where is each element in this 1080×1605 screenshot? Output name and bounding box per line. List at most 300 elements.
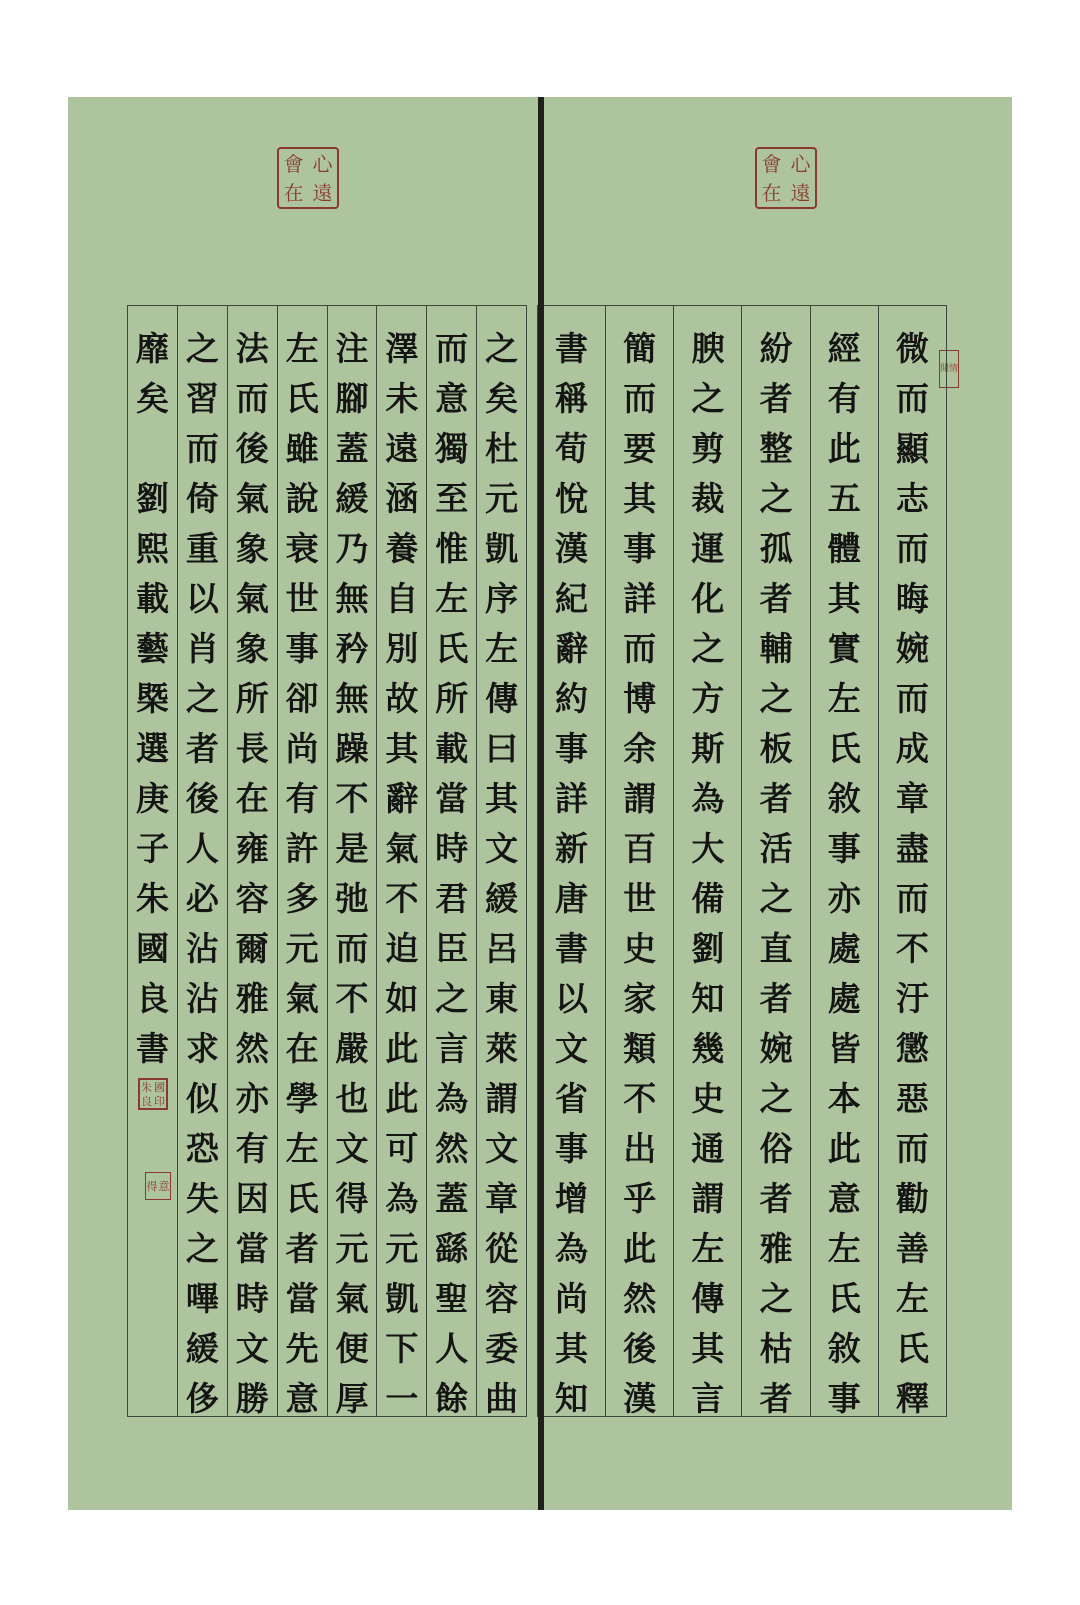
calligraphy-char: 辭 [385, 779, 419, 818]
calligraphy-char: 晦 [895, 579, 929, 618]
calligraphy-char: 言 [435, 1029, 469, 1068]
calligraphy-char: 意 [435, 379, 469, 418]
calligraphy-char: 之 [185, 679, 219, 718]
calligraphy-char: 元 [485, 479, 519, 518]
calligraphy-char: 侈 [185, 1379, 219, 1418]
calligraphy-char: 謂 [691, 1179, 725, 1218]
calligraphy-char: 後 [185, 779, 219, 818]
calligraphy-char: 左 [285, 329, 319, 368]
calligraphy-char: 之 [759, 1079, 793, 1118]
calligraphy-char: 至 [435, 479, 469, 518]
calligraphy-char: 然 [235, 1029, 269, 1068]
calligraphy-char: 釋 [895, 1379, 929, 1418]
artist-name-seal [138, 1078, 168, 1110]
calligraphy-char: 氏 [895, 1329, 929, 1368]
calligraphy-char: 元 [335, 1229, 369, 1268]
calligraphy-char: 此 [827, 1129, 861, 1168]
calligraphy-char: 為 [691, 779, 725, 818]
seal-top-right [755, 147, 817, 209]
calligraphy-char: 嚴 [335, 1029, 369, 1068]
calligraphy-char: 增 [555, 1179, 589, 1218]
calligraphy-char: 亦 [827, 879, 861, 918]
calligraphy-char: 紀 [555, 579, 589, 618]
text-column [327, 306, 377, 1416]
calligraphy-char: 元 [285, 929, 319, 968]
calligraphy-char: 婉 [759, 1029, 793, 1068]
text-column [376, 306, 426, 1416]
calligraphy-char: 後 [623, 1329, 657, 1368]
calligraphy-char: 勸 [895, 1179, 929, 1218]
text-column [537, 306, 605, 1416]
calligraphy-char: 書 [135, 1029, 169, 1068]
calligraphy-char: 弛 [335, 879, 369, 918]
calligraphy-char: 爾 [235, 929, 269, 968]
calligraphy-char: 尚 [555, 1279, 589, 1318]
calligraphy-char: 之 [759, 479, 793, 518]
calligraphy-char: 以 [185, 579, 219, 618]
calligraphy-char: 史 [623, 929, 657, 968]
calligraphy-char: 必 [185, 879, 219, 918]
calligraphy-char: 矣 [135, 379, 169, 418]
calligraphy-char: 知 [691, 979, 725, 1018]
calligraphy-char: 當 [285, 1279, 319, 1318]
calligraphy-char: 選 [135, 729, 169, 768]
seal-char: 閒 [940, 363, 950, 374]
calligraphy-char: 章 [895, 779, 929, 818]
calligraphy-char: 得 [335, 1179, 369, 1218]
calligraphy-char: 容 [235, 879, 269, 918]
calligraphy-char: 劉 [691, 929, 725, 968]
calligraphy-char: 而 [623, 379, 657, 418]
calligraphy-char: 不 [623, 1079, 657, 1118]
calligraphy-char: 剪 [691, 429, 725, 468]
calligraphy-char: 也 [335, 1079, 369, 1118]
calligraphy-char: 先 [285, 1329, 319, 1368]
calligraphy-char: 百 [623, 829, 657, 868]
calligraphy-char: 者 [759, 979, 793, 1018]
calligraphy-char: 雍 [235, 829, 269, 868]
calligraphy-char: 氣 [235, 579, 269, 618]
calligraphy-char: 所 [235, 679, 269, 718]
calligraphy-char: 書 [555, 929, 589, 968]
calligraphy-char: 當 [435, 779, 469, 818]
calligraphy-char: 朱 [135, 879, 169, 918]
calligraphy-char: 而 [435, 329, 469, 368]
calligraphy-char: 者 [185, 729, 219, 768]
calligraphy-char: 緩 [335, 479, 369, 518]
calligraphy-char: 直 [759, 929, 793, 968]
calligraphy-char: 左 [895, 1279, 929, 1318]
calligraphy-char: 委 [485, 1329, 519, 1368]
calligraphy-char: 荀 [555, 429, 589, 468]
calligraphy-char: 氣 [235, 479, 269, 518]
calligraphy-char: 然 [623, 1279, 657, 1318]
calligraphy-char: 蓋 [435, 1179, 469, 1218]
calligraphy-char: 而 [895, 1129, 929, 1168]
calligraphy-char: 世 [285, 579, 319, 618]
calligraphy-char: 事 [555, 1129, 589, 1168]
calligraphy-char: 厚 [335, 1379, 369, 1418]
calligraphy-char: 運 [691, 529, 725, 568]
calligraphy-char: 整 [759, 429, 793, 468]
calligraphy-char: 書 [555, 329, 589, 368]
calligraphy-char: 通 [691, 1129, 725, 1168]
calligraphy-char: 化 [691, 579, 725, 618]
calligraphy-char: 不 [335, 779, 369, 818]
text-grid-right-page [537, 305, 950, 1418]
calligraphy-char: 氣 [385, 829, 419, 868]
calligraphy-char: 習 [185, 379, 219, 418]
calligraphy-char: 不 [895, 929, 929, 968]
calligraphy-char: 之 [185, 1229, 219, 1268]
calligraphy-char: 之 [185, 329, 219, 368]
calligraphy-char: 汙 [895, 979, 929, 1018]
calligraphy-char: 幾 [691, 1029, 725, 1068]
calligraphy-char: 緩 [185, 1329, 219, 1368]
center-fold-line [538, 97, 544, 1510]
text-column [227, 306, 277, 1416]
calligraphy-char: 熙 [135, 529, 169, 568]
calligraphy-char: 衰 [285, 529, 319, 568]
seal-char: 得 [146, 1179, 158, 1193]
calligraphy-char: 板 [759, 729, 793, 768]
calligraphy-char: 之 [759, 679, 793, 718]
calligraphy-char: 有 [285, 779, 319, 818]
text-column [741, 306, 809, 1416]
calligraphy-char: 皆 [827, 1029, 861, 1068]
calligraphy-char: 方 [691, 679, 725, 718]
calligraphy-char: 杜 [485, 429, 519, 468]
calligraphy-char: 象 [235, 629, 269, 668]
calligraphy-char: 而 [335, 929, 369, 968]
calligraphy-char: 故 [385, 679, 419, 718]
calligraphy-char: 簡 [623, 329, 657, 368]
calligraphy-char: 以 [555, 979, 589, 1018]
calligraphy-char: 而 [185, 429, 219, 468]
calligraphy-char: 事 [285, 629, 319, 668]
calligraphy-char: 無 [335, 579, 369, 618]
calligraphy-char: 其 [691, 1329, 725, 1368]
seal-char: 良 [141, 1094, 152, 1108]
calligraphy-char: 事 [827, 1379, 861, 1418]
calligraphy-char: 五 [827, 479, 861, 518]
calligraphy-char: 之 [691, 379, 725, 418]
calligraphy-char: 乎 [623, 1179, 657, 1218]
calligraphy-char: 庚 [135, 779, 169, 818]
calligraphy-char: 東 [485, 979, 519, 1018]
seal-char: 國 [154, 1080, 165, 1094]
calligraphy-char: 許 [285, 829, 319, 868]
calligraphy-char: 此 [385, 1029, 419, 1068]
calligraphy-char: 漢 [555, 529, 589, 568]
calligraphy-char: 文 [485, 1129, 519, 1168]
calligraphy-char: 恐 [185, 1129, 219, 1168]
calligraphy-char: 左 [485, 629, 519, 668]
calligraphy-char: 其 [555, 1329, 589, 1368]
calligraphy-char: 此 [827, 429, 861, 468]
calligraphy-char: 言 [691, 1379, 725, 1418]
calligraphy-char: 事 [827, 829, 861, 868]
calligraphy-char: 是 [335, 829, 369, 868]
calligraphy-char: 人 [435, 1329, 469, 1368]
calligraphy-char: 其 [623, 479, 657, 518]
text-column [605, 306, 673, 1416]
calligraphy-char: 雅 [235, 979, 269, 1018]
calligraphy-char: 余 [623, 729, 657, 768]
calligraphy-char: 而 [895, 529, 929, 568]
calligraphy-char: 處 [827, 979, 861, 1018]
calligraphy-char: 槩 [135, 679, 169, 718]
calligraphy-char: 雅 [759, 1229, 793, 1268]
calligraphy-char: 萊 [485, 1029, 519, 1068]
calligraphy-char: 而 [895, 679, 929, 718]
calligraphy-char: 乃 [335, 529, 369, 568]
calligraphy-char: 有 [827, 379, 861, 418]
calligraphy-char: 之 [691, 629, 725, 668]
calligraphy-char: 處 [827, 929, 861, 968]
calligraphy-char: 體 [827, 529, 861, 568]
calligraphy-char: 如 [385, 979, 419, 1018]
calligraphy-char: 意 [285, 1379, 319, 1418]
calligraphy-char: 而 [895, 379, 929, 418]
seal-char: 朱 [141, 1080, 152, 1094]
calligraphy-char: 敘 [827, 1329, 861, 1368]
calligraphy-char: 此 [385, 1079, 419, 1118]
calligraphy-char: 獨 [435, 429, 469, 468]
calligraphy-char: 為 [385, 1179, 419, 1218]
seal-char: 遠 [790, 180, 811, 205]
calligraphy-char: 便 [335, 1329, 369, 1368]
calligraphy-char: 序 [485, 579, 519, 618]
calligraphy-char: 別 [385, 629, 419, 668]
calligraphy-char: 者 [759, 1379, 793, 1418]
calligraphy-char: 曲 [485, 1379, 519, 1418]
text-column [177, 306, 227, 1416]
calligraphy-char: 氣 [335, 1279, 369, 1318]
calligraphy-char: 俗 [759, 1129, 793, 1168]
calligraphy-char: 為 [555, 1229, 589, 1268]
calligraphy-char: 不 [335, 979, 369, 1018]
calligraphy-char: 之 [759, 1279, 793, 1318]
calligraphy-char: 微 [895, 329, 929, 368]
calligraphy-char: 矜 [335, 629, 369, 668]
calligraphy-char: 載 [135, 579, 169, 618]
calligraphy-char: 傳 [691, 1279, 725, 1318]
calligraphy-char: 氣 [285, 979, 319, 1018]
calligraphy-char: 章 [485, 1179, 519, 1218]
text-column [476, 306, 527, 1416]
calligraphy-char: 枯 [759, 1329, 793, 1368]
calligraphy-char: 國 [135, 929, 169, 968]
calligraphy-char: 其 [827, 579, 861, 618]
calligraphy-char: 後 [235, 429, 269, 468]
calligraphy-char: 備 [691, 879, 725, 918]
text-column [277, 306, 327, 1416]
calligraphy-char: 曰 [485, 729, 519, 768]
calligraphy-char: 謂 [485, 1079, 519, 1118]
calligraphy-char: 其 [485, 779, 519, 818]
calligraphy-char: 之 [759, 879, 793, 918]
calligraphy-char: 劉 [135, 479, 169, 518]
calligraphy-char: 繇 [435, 1229, 469, 1268]
calligraphy-char: 省 [555, 1079, 589, 1118]
calligraphy-char: 矣 [485, 379, 519, 418]
calligraphy-char: 人 [185, 829, 219, 868]
calligraphy-char: 左 [691, 1229, 725, 1268]
seal-char: 會 [283, 151, 304, 176]
calligraphy-char: 出 [623, 1129, 657, 1168]
calligraphy-char: 氏 [435, 629, 469, 668]
calligraphy-char: 聖 [435, 1279, 469, 1318]
calligraphy-char: 臣 [435, 929, 469, 968]
calligraphy-char: 世 [623, 879, 657, 918]
calligraphy-char: 澤 [385, 329, 419, 368]
calligraphy-char: 詳 [623, 579, 657, 618]
calligraphy-char: 沾 [185, 929, 219, 968]
calligraphy-char: 然 [435, 1129, 469, 1168]
calligraphy-char: 博 [623, 679, 657, 718]
seal-char: 情 [949, 363, 959, 374]
calligraphy-char: 失 [185, 1179, 219, 1218]
seal-char: 心 [312, 151, 333, 176]
calligraphy-char: 為 [435, 1079, 469, 1118]
calligraphy-char: 一 [385, 1379, 419, 1418]
calligraphy-char: 左 [285, 1129, 319, 1168]
calligraphy-char: 氏 [285, 1179, 319, 1218]
calligraphy-char: 迫 [385, 929, 419, 968]
text-column [426, 306, 476, 1416]
calligraphy-char: 從 [485, 1229, 519, 1268]
calligraphy-char: 斯 [691, 729, 725, 768]
seal-char: 心 [790, 151, 811, 176]
calligraphy-char: 氏 [827, 729, 861, 768]
calligraphy-char: 此 [623, 1229, 657, 1268]
calligraphy-char: 悅 [555, 479, 589, 518]
calligraphy-char: 亦 [235, 1079, 269, 1118]
calligraphy-char: 事 [555, 729, 589, 768]
calligraphy-char: 文 [235, 1329, 269, 1368]
calligraphy-char: 事 [623, 529, 657, 568]
calligraphy-char: 腴 [691, 329, 725, 368]
calligraphy-char: 注 [335, 329, 369, 368]
calligraphy-char: 蓋 [335, 429, 369, 468]
seal-top-left [277, 147, 339, 209]
text-column [673, 306, 741, 1416]
calligraphy-char: 說 [285, 479, 319, 518]
artist-secondary-seal [145, 1172, 171, 1200]
calligraphy-char: 惡 [895, 1079, 929, 1118]
calligraphy-char: 輔 [759, 629, 793, 668]
calligraphy-char: 求 [185, 1029, 219, 1068]
calligraphy-char: 實 [827, 629, 861, 668]
calligraphy-char: 之 [435, 979, 469, 1018]
calligraphy-char: 者 [759, 779, 793, 818]
calligraphy-char: 腳 [335, 379, 369, 418]
calligraphy-char: 遠 [385, 429, 419, 468]
calligraphy-char: 勝 [235, 1379, 269, 1418]
calligraphy-char: 有 [235, 1129, 269, 1168]
calligraphy-char: 養 [385, 529, 419, 568]
seal-char: 意 [158, 1179, 170, 1193]
calligraphy-char: 嗶 [185, 1279, 219, 1318]
calligraphy-char: 緩 [485, 879, 519, 918]
calligraphy-char: 敘 [827, 779, 861, 818]
calligraphy-char: 雖 [285, 429, 319, 468]
calligraphy-char: 志 [895, 479, 929, 518]
calligraphy-char: 容 [485, 1279, 519, 1318]
calligraphy-char: 時 [235, 1279, 269, 1318]
calligraphy-char: 而 [235, 379, 269, 418]
seal-char: 在 [283, 180, 304, 205]
calligraphy-char: 顯 [895, 429, 929, 468]
text-grid-left-page [127, 305, 527, 1417]
calligraphy-char: 者 [759, 379, 793, 418]
calligraphy-char: 文 [485, 829, 519, 868]
calligraphy-char: 裁 [691, 479, 725, 518]
calligraphy-char: 文 [555, 1029, 589, 1068]
calligraphy-char: 無 [335, 679, 369, 718]
calligraphy-char: 約 [555, 679, 589, 718]
seal-char: 遠 [312, 180, 333, 205]
calligraphy-char: 活 [759, 829, 793, 868]
calligraphy-char: 孤 [759, 529, 793, 568]
calligraphy-char: 凱 [485, 529, 519, 568]
text-column [810, 306, 878, 1416]
calligraphy-char: 學 [285, 1079, 319, 1118]
calligraphy-char: 傳 [485, 679, 519, 718]
calligraphy-char: 婉 [895, 629, 929, 668]
calligraphy-char: 成 [895, 729, 929, 768]
calligraphy-char: 呂 [485, 929, 519, 968]
calligraphy-char: 善 [895, 1229, 929, 1268]
calligraphy-char: 要 [623, 429, 657, 468]
calligraphy-char: 史 [691, 1079, 725, 1118]
calligraphy-char: 辭 [555, 629, 589, 668]
calligraphy-char: 經 [827, 329, 861, 368]
calligraphy-char: 大 [691, 829, 725, 868]
calligraphy-char: 時 [435, 829, 469, 868]
calligraphy-char: 氏 [827, 1279, 861, 1318]
calligraphy-char: 其 [385, 729, 419, 768]
calligraphy-char: 涵 [385, 479, 419, 518]
calligraphy-char: 紛 [759, 329, 793, 368]
calligraphy-char: 尚 [285, 729, 319, 768]
calligraphy-char: 新 [555, 829, 589, 868]
calligraphy-char: 卻 [285, 679, 319, 718]
calligraphy-char: 類 [623, 1029, 657, 1068]
text-column [878, 306, 950, 1418]
calligraphy-char: 未 [385, 379, 419, 418]
calligraphy-char: 長 [235, 729, 269, 768]
calligraphy-char: 在 [285, 1029, 319, 1068]
calligraphy-char: 詳 [555, 779, 589, 818]
calligraphy-char: 因 [235, 1179, 269, 1218]
calligraphy-char: 之 [485, 329, 519, 368]
calligraphy-char: 本 [827, 1079, 861, 1118]
calligraphy-char: 象 [235, 529, 269, 568]
calligraphy-char: 家 [623, 979, 657, 1018]
calligraphy-char: 盡 [895, 829, 929, 868]
calligraphy-char: 倚 [185, 479, 219, 518]
seal-char: 會 [761, 151, 782, 176]
calligraphy-char: 左 [435, 579, 469, 618]
calligraphy-char: 餘 [435, 1379, 469, 1418]
calligraphy-char: 躁 [335, 729, 369, 768]
calligraphy-char: 左 [827, 1229, 861, 1268]
calligraphy-char: 可 [385, 1129, 419, 1168]
calligraphy-char: 謂 [623, 779, 657, 818]
calligraphy-char: 肖 [185, 629, 219, 668]
